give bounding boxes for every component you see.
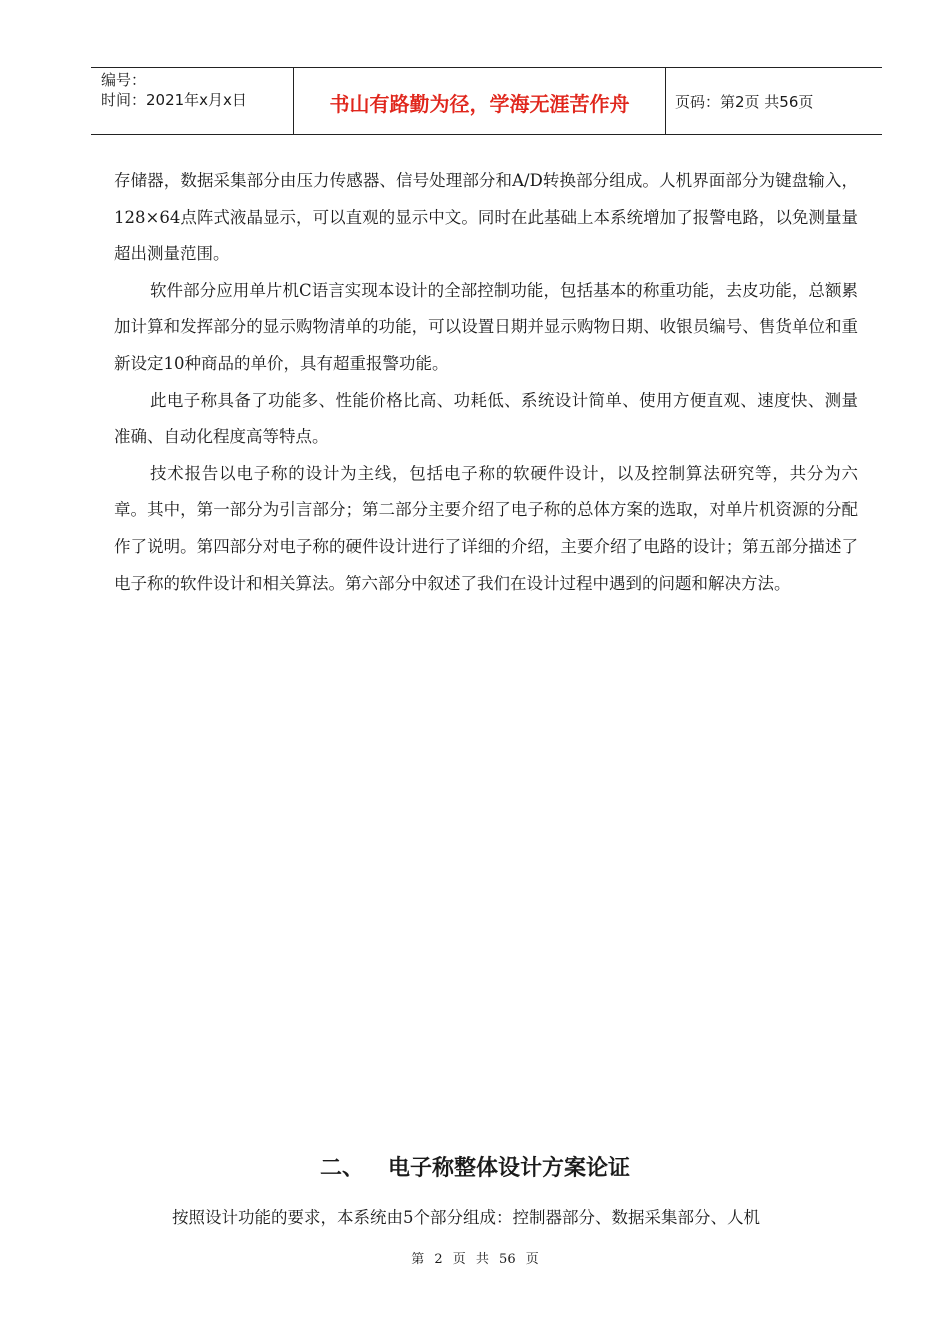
header-meta [101,70,247,110]
document-number-label: 编号： [101,71,147,89]
header-page-number: 页码：第2页 共56页 [675,93,814,111]
section-heading [0,1151,950,1182]
paragraph: 此电子称具备了功能多、性能价格比高、功耗低、系统设计简单、使用方便直观、速度快、测量准确、自动化程度高等特点。 [114,390,858,447]
document-time-label: 时间：2021年x月x日 [101,91,247,109]
page-footer: 第 2 页 共 56 页 [411,1252,539,1267]
header-divider [665,68,666,134]
section-number: 二、 [319,1156,364,1181]
paragraph: 软件部分应用单片机C语言实现本设计的全部控制功能，包括基本的称重功能，去皮功能，总额累加计算和发挥部分的显示购物清单的功能，可以设置日期并显示购物日期、收银员编号、售货单位和重新设定10种商品的单价，具有超重报警功能。 [114,280,858,373]
page-header [91,67,882,135]
section-title: 电子称整体设计方案论证 [388,1156,631,1181]
paragraph: 技术报告以电子称的设计为主线，包括电子称的软硬件设计，以及控制算法研究等，共分为六章。其中，第一部分为引言部分；第二部分主要介绍了电子称的总体方案的选取，对单片机资源的分配作了说明。第四部分对电子称的硬件设计进行了详细的介绍，主要介绍了电路的设计；第五部分描述了电子称的软件设计和相关算法。第六部分中叙述了我们在设计过程中遇到的问题和解决方法。 [114,463,858,593]
paragraph: 存储器，数据采集部分由压力传感器、信号处理部分和A/D转换部分组成。人机界面部分为键盘输入，128×64点阵式液晶显示，可以直观的显示中文。同时在此基础上本系统增加了报警电路，以免测量量超出测量范围。 [114,171,858,264]
body-text [114,163,858,602]
header-motto: 书山有路勤为径，学海无涯苦作舟 [329,92,630,116]
paragraph: 按照设计功能的要求，本系统由5个部分组成：控制器部分、数据采集部分、人机 [172,1208,760,1227]
